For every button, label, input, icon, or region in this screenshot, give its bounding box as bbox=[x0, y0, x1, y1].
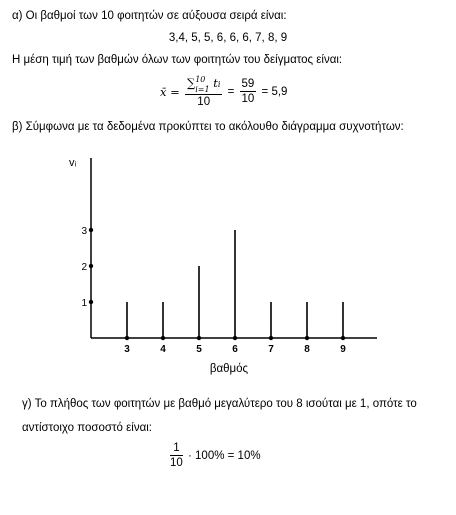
mean-formula bbox=[158, 74, 289, 108]
x-tick-dot-9 bbox=[341, 336, 345, 340]
y-tick-dot-3 bbox=[89, 228, 93, 232]
y-tick-dot-1 bbox=[89, 300, 93, 304]
x-tick-dot-4 bbox=[161, 336, 165, 340]
y-tick-label-2: 2 bbox=[81, 262, 87, 273]
formula-equals: = bbox=[227, 85, 235, 98]
x-axis-label: βαθμός bbox=[209, 363, 249, 375]
percentage-numerator: 1 bbox=[170, 442, 183, 456]
percentage-fraction bbox=[170, 442, 183, 470]
y-tick-label-3: 3 bbox=[81, 226, 87, 237]
fraction-2-denominator: 10 bbox=[241, 92, 255, 105]
y-axis-label: vᵢ bbox=[69, 157, 77, 169]
sum-term-sub: i bbox=[217, 80, 221, 89]
x-tick-label-4: 4 bbox=[160, 344, 166, 355]
x-tick-label-8: 8 bbox=[304, 344, 310, 355]
x-tick-dot-7 bbox=[269, 336, 273, 340]
y-tick-label-1: 1 bbox=[81, 298, 87, 309]
x-tick-label-7: 7 bbox=[268, 344, 274, 355]
frequency-chart bbox=[55, 150, 395, 380]
part-c-text: γ) Το πλήθος των φοιτητών με βαθμό μεγαλύτερο του 8 ισούται με 1, οπότε το bbox=[22, 398, 417, 410]
x-tick-dot-3 bbox=[125, 336, 129, 340]
part-a-text: α) Οι βαθμοί των 10 φοιτητών σε αύξουσα σειρά είναι: bbox=[12, 10, 287, 22]
percentage-formula bbox=[170, 442, 263, 470]
sum-upper: 10 bbox=[195, 75, 206, 84]
x-tick-dot-8 bbox=[305, 336, 309, 340]
fraction-1-denominator: 10 bbox=[197, 96, 211, 108]
sum-symbol: ∑ bbox=[186, 76, 196, 90]
mean-intro-text: Η μέση τιμή των βαθμών όλων των φοιτητών του δείγματος είναι: bbox=[12, 54, 343, 66]
sum-lower: i=1 bbox=[195, 85, 210, 94]
formula-fraction-1 bbox=[185, 74, 222, 109]
formula-lhs: x̄ = bbox=[160, 84, 180, 99]
fraction-2-numerator: 59 bbox=[241, 77, 255, 90]
x-tick-dot-6 bbox=[233, 336, 237, 340]
x-tick-label-5: 5 bbox=[196, 344, 202, 355]
y-tick-dot-2 bbox=[89, 264, 93, 268]
x-tick-label-3: 3 bbox=[124, 344, 130, 355]
formula-result: = 5,9 bbox=[261, 85, 288, 98]
part-b-text: β) Σύμφωνα με τα δεδομένα προκύπτει το ακόλουθο διάγραμμα συχνοτήτων: bbox=[12, 121, 404, 133]
formula-fraction-2 bbox=[240, 78, 257, 106]
grades-sequence: 3,4, 5, 5, 6, 6, 6, 7, 8, 9 bbox=[168, 32, 288, 44]
x-tick-dot-5 bbox=[197, 336, 201, 340]
percentage-rest: · 100% = 10% bbox=[188, 450, 261, 462]
x-tick-label-9: 9 bbox=[340, 344, 346, 355]
x-tick-label-6: 6 bbox=[232, 344, 238, 355]
percentage-denominator: 10 bbox=[170, 457, 183, 469]
part-c-text-2: αντίστοιχο ποσοστό είναι: bbox=[22, 422, 152, 434]
sum-term: t bbox=[213, 76, 218, 90]
